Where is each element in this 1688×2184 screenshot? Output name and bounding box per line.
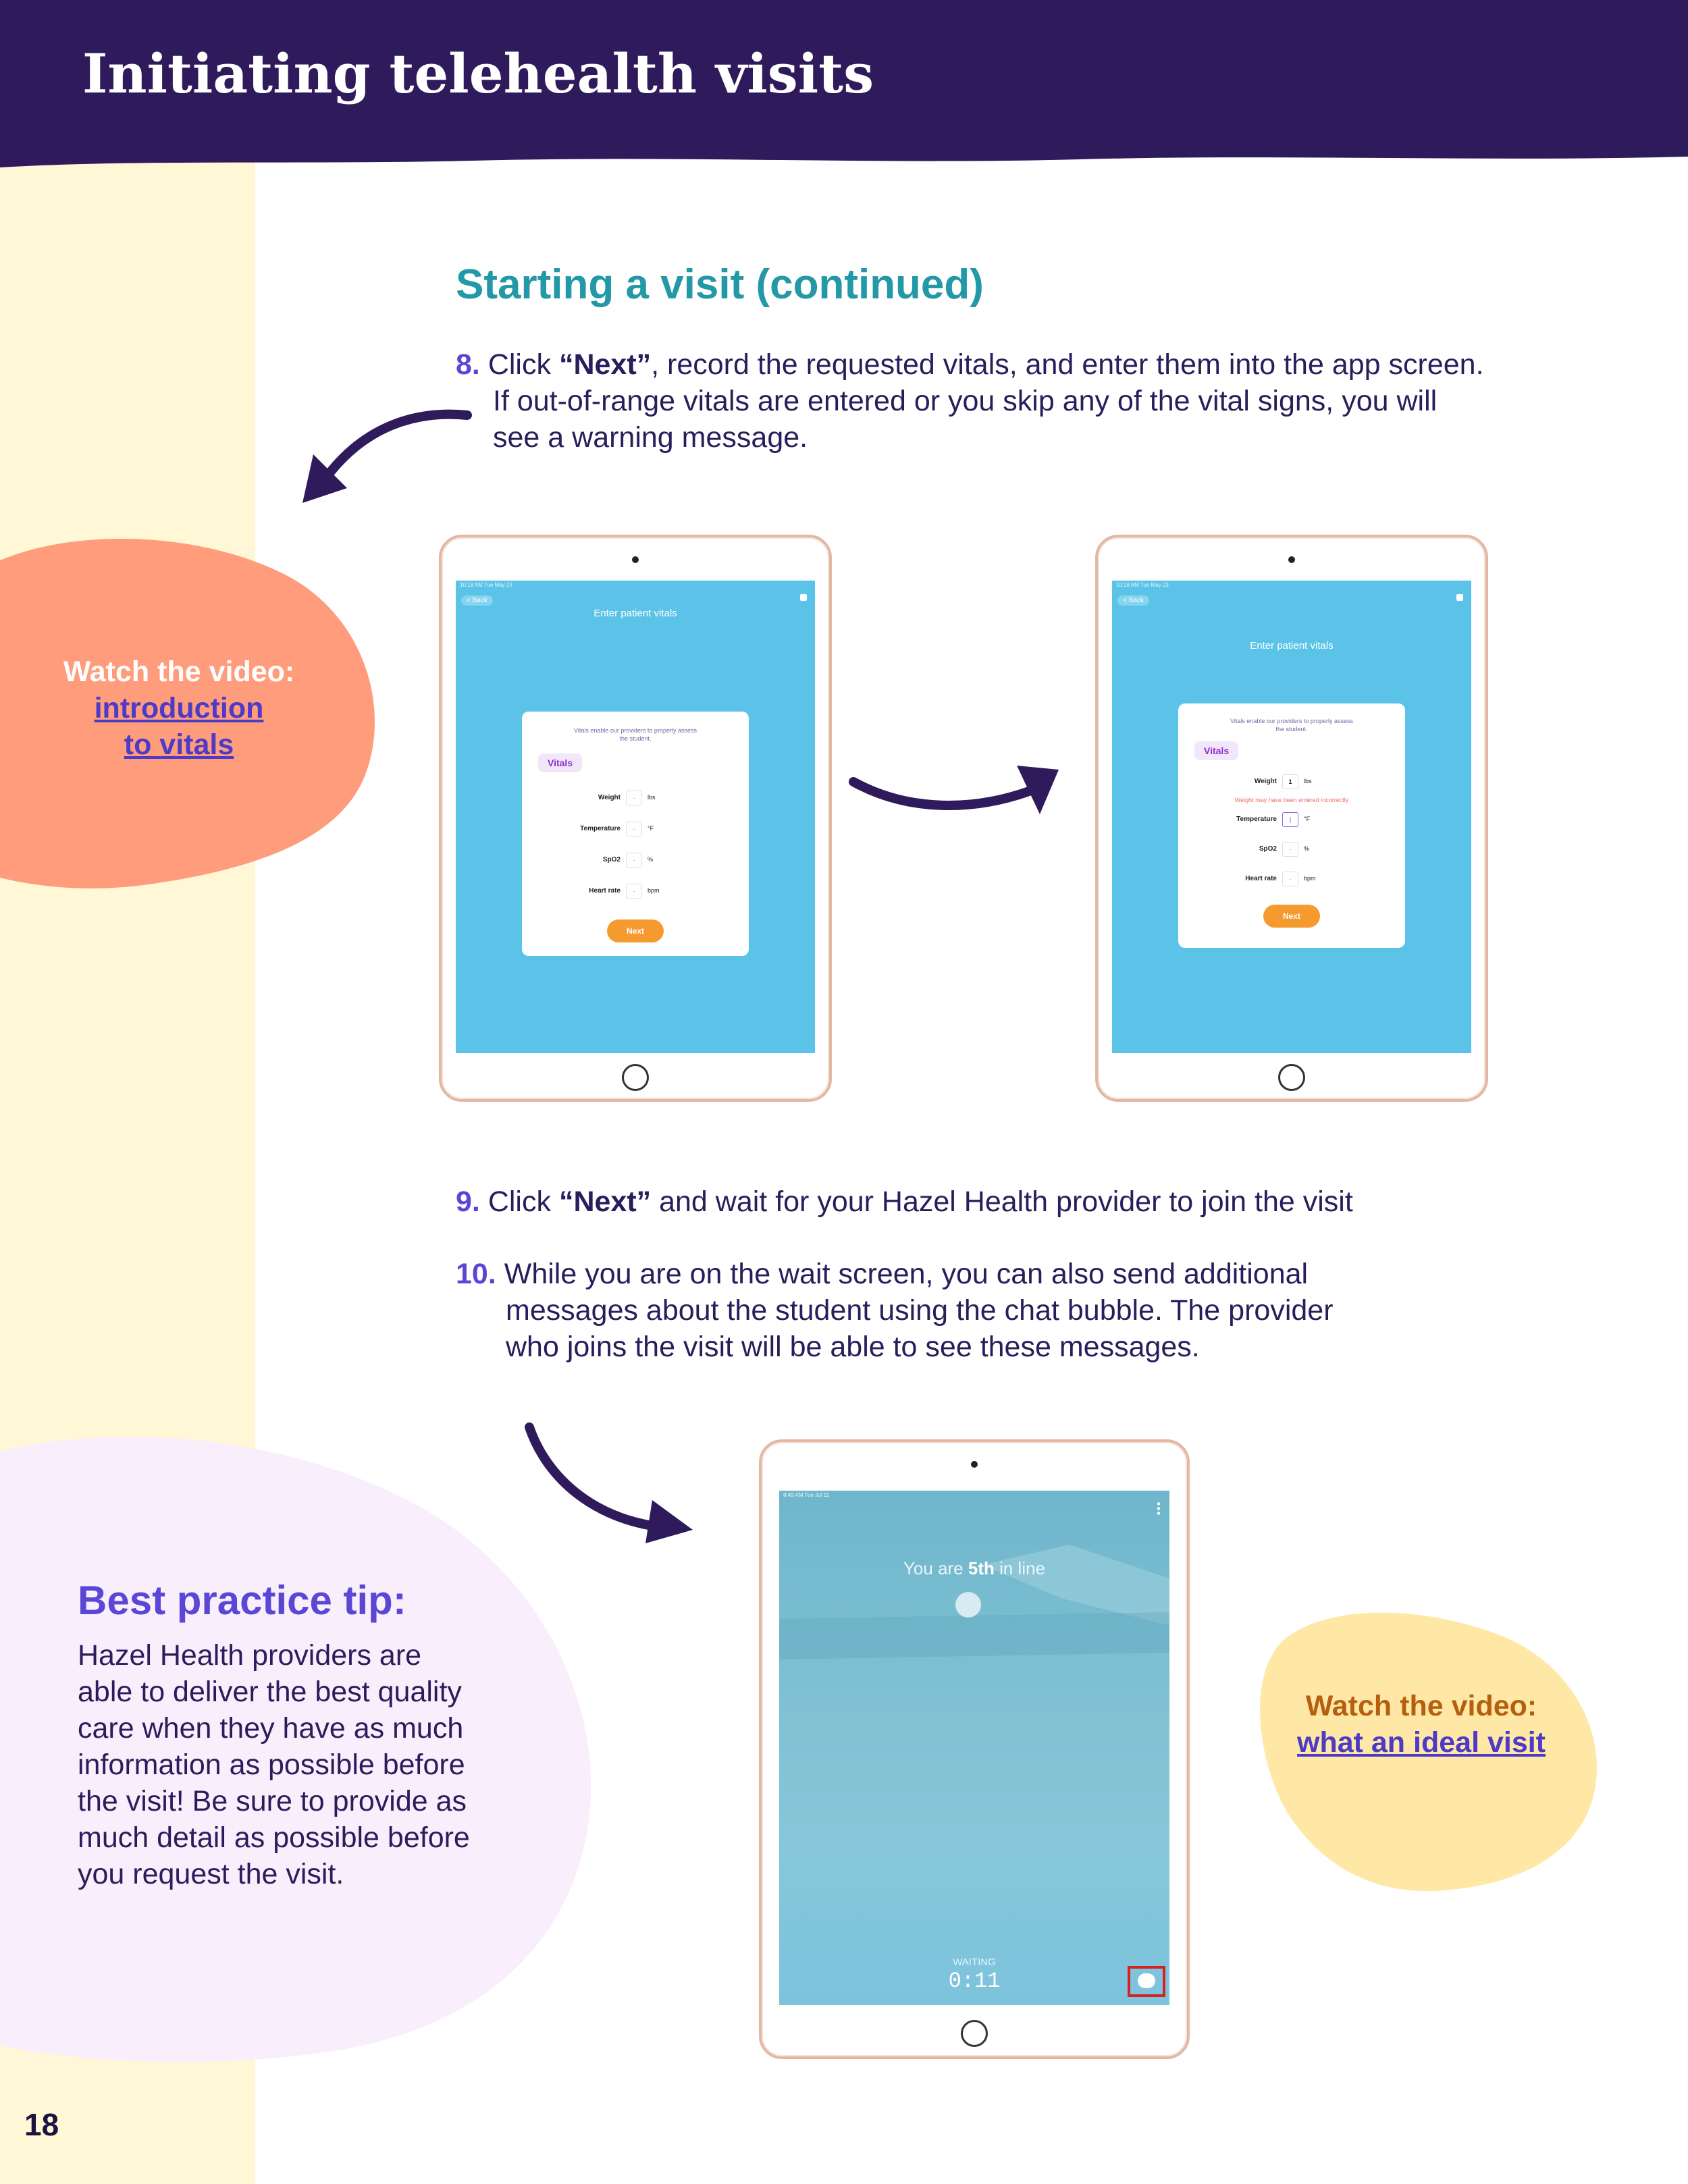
spo2-input[interactable]: - bbox=[1282, 842, 1298, 857]
down-arrow-icon bbox=[520, 1418, 702, 1546]
camera-icon bbox=[971, 1461, 978, 1468]
home-button-icon bbox=[1278, 1064, 1305, 1091]
loading-indicator bbox=[955, 1592, 981, 1618]
curved-arrow-icon bbox=[290, 402, 479, 516]
section-heading: Starting a visit (continued) bbox=[456, 261, 984, 308]
tablet-wait-screen bbox=[759, 1439, 1190, 2059]
more-options-icon[interactable] bbox=[1157, 1501, 1160, 1515]
camera-icon bbox=[632, 556, 639, 563]
wait-screen: 8:49 AM Tue Jul 11 You are 5th in line WAITING 0:11 bbox=[779, 1491, 1169, 2005]
video-callout-vitals bbox=[41, 654, 317, 763]
app-screen: 10:18 AM Tue May 23 < Back Enter patient vitals Vitals enable our providers to properly assess the student. Vitals Weight 1 lbs Weight may have been entered incorrectly Temperature | °F SpO2 - % Heart rate - bpm Next bbox=[1112, 581, 1471, 1053]
vitals-card: Vitals enable our providers to properly assess the student. Vitals Weight - lbs Temperature - °F SpO2 - % Heart rate - bpm Next bbox=[522, 712, 749, 956]
lock-icon bbox=[1456, 594, 1463, 601]
warning-message: Weight may have been entered incorrectly bbox=[1234, 797, 1349, 803]
vitals-pill: Vitals bbox=[538, 753, 582, 772]
camera-icon bbox=[1288, 556, 1295, 563]
lock-icon bbox=[800, 594, 807, 601]
temperature-input[interactable]: | bbox=[1282, 812, 1298, 827]
step-number: 9. bbox=[456, 1186, 480, 1218]
step-8: 8. Click “Next”, record the requested vitals, and enter them into the app screen. If out-of-range vitals are entered or you skip any of the vital signs, you will see a warning message. bbox=[456, 348, 1484, 454]
video-callout-ideal-visit bbox=[1266, 1688, 1577, 1761]
chat-bubble-icon bbox=[1138, 1973, 1155, 1988]
home-button-icon bbox=[622, 1064, 649, 1091]
step-number: 8. bbox=[456, 348, 480, 381]
step-number: 10. bbox=[456, 1258, 496, 1290]
temperature-input[interactable]: - bbox=[626, 822, 642, 836]
step-10: 10. While you are on the wait screen, you can also send additional messages about the student using the chat bubble. The provider who joins the visit will be able to see these messages. bbox=[456, 1258, 1334, 1363]
screen-title: Enter patient vitals bbox=[594, 608, 677, 619]
video-heading: Watch the video: bbox=[1305, 1690, 1537, 1722]
next-button[interactable]: Next bbox=[607, 920, 664, 942]
screen-title: Enter patient vitals bbox=[1250, 640, 1334, 651]
step-9: 9. Click “Next” and wait for your Hazel Health provider to join the visit bbox=[456, 1186, 1353, 1218]
next-button[interactable]: Next bbox=[1263, 905, 1320, 928]
vitals-card: Vitals enable our providers to properly assess the student. Vitals Weight 1 lbs Weight may have been entered incorrectly Temperature | °F SpO2 - % Heart rate - bpm Next bbox=[1178, 703, 1405, 948]
page-title: Initiating telehealth visits bbox=[82, 42, 874, 105]
tablet-vitals-warning bbox=[1095, 535, 1488, 1102]
tablet-vitals-empty bbox=[439, 535, 832, 1102]
right-arrow-icon bbox=[844, 749, 1067, 824]
home-button-icon bbox=[961, 2020, 988, 2047]
back-button[interactable]: < Back bbox=[1117, 595, 1149, 606]
video-link-what-an-ideal-visit[interactable]: what an ideal visit bbox=[1297, 1726, 1546, 1759]
tip-body: Hazel Health providers are able to deliver the best quality care when they have as much information as possible before the visit! Be sure to provide as much detail as possible before you request the visit. bbox=[78, 1639, 470, 1890]
video-link-introduction-to-vitals[interactable]: introduction to vitals bbox=[94, 692, 264, 761]
tip-heading: Best practice tip: bbox=[78, 1578, 406, 1623]
heart-rate-input[interactable]: - bbox=[626, 884, 642, 899]
app-screen: 10:18 AM Tue May 23 < Back Enter patient vitals Vitals enable our providers to properly assess the student. Vitals Weight - lbs Temperature - °F SpO2 - % Heart rate - bpm Next bbox=[456, 581, 815, 1053]
weight-input[interactable]: 1 bbox=[1282, 774, 1298, 789]
wait-timer: 0:11 bbox=[948, 1969, 1001, 1994]
queue-position: You are 5th in line bbox=[903, 1558, 1046, 1578]
back-button[interactable]: < Back bbox=[461, 595, 493, 606]
spo2-input[interactable]: - bbox=[626, 853, 642, 868]
video-heading: Watch the video: bbox=[63, 656, 295, 688]
weight-input[interactable]: - bbox=[626, 791, 642, 805]
waiting-label: WAITING bbox=[953, 1956, 996, 1968]
heart-rate-input[interactable]: - bbox=[1282, 872, 1298, 886]
vitals-pill: Vitals bbox=[1194, 741, 1238, 760]
chat-bubble-button[interactable] bbox=[1128, 1966, 1165, 1997]
page-number: 18 bbox=[24, 2107, 59, 2142]
